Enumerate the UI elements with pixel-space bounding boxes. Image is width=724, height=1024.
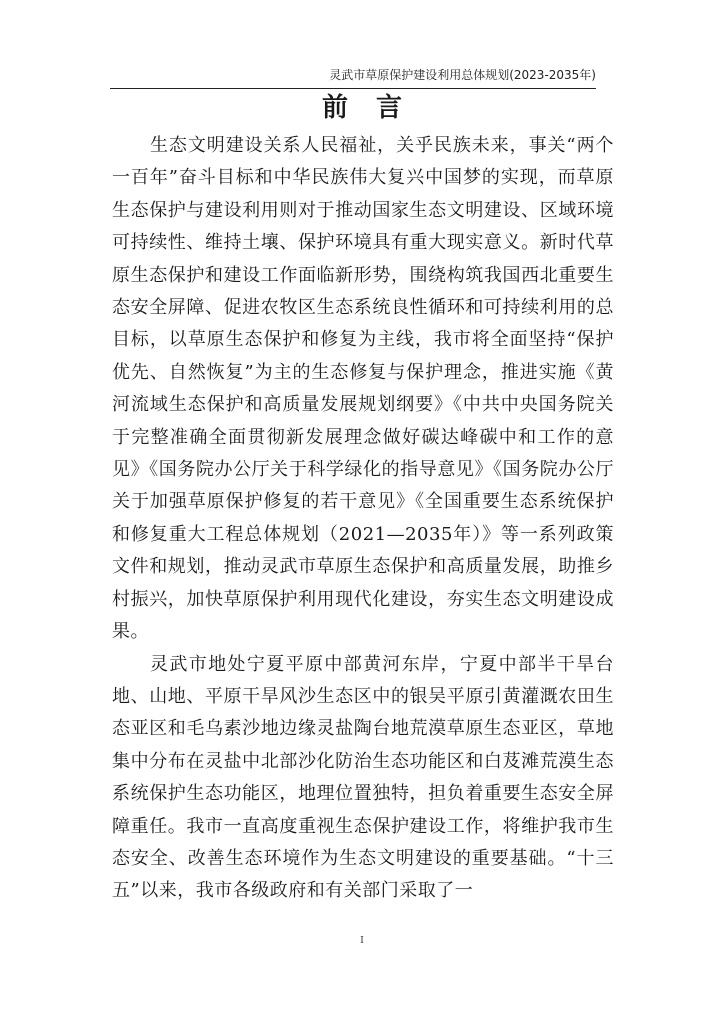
page-number: I — [360, 936, 364, 946]
running-header-title: 灵武市草原保护建设利用总体规划(2023-2035年) — [329, 68, 596, 82]
running-header — [110, 66, 596, 89]
paragraph-intro: 生态文明建设关系人民福祉，关乎民族未来，事关“两个一百年”奋斗目标和中华民族伟大复兴中国梦的实现，而草原生态保护与建设利用则对于推动国家生态文明建设、区域环境可持续性、维持土壤、保护环境具有重大现实意义。新时代草原生态保护和建设工作面临新形势，围绕构筑我国西北重要生态安全屏障、促进农牧区生态系统良性循环和可持续利用的总目标，以草原生态保护和修复为主线，我市将全面坚持“保护优先、自然恢复”为主的生态修复与保护理念，推进实施《黄河流域生态保护和高质量发展规划纲要》《中共中央国务院关于完整准确全面贯彻新发展理念做好碳达峰碳中和工作的意见》《国务院办公厅关于科学绿化的指导意见》《国务院办公厅关于加强草原保护修复的若干意见》《全国重要生态系统保护和修复重大工程总体规划（2021—2035年）》等一系列政策文件和规划，推动灵武市草原生态保护和高质量发展，助推乡村振兴，加快草原保护利用现代化建设，夯实生态文明建设成果。 — [112, 135, 614, 643]
body-text — [112, 130, 614, 908]
page-title: 前言 — [321, 93, 430, 123]
paragraph-location: 灵武市地处宁夏平原中部黄河东岸，宁夏中部半干旱台地、山地、平原干旱风沙生态区中的银吴平原引黄灌溉农田生态亚区和毛乌素沙地边缘灵盐陶台地荒漠草原生态亚区，草地集中分布在灵盐中北部沙化防治生态功能区和白芨滩荒漠生态系统保护生态功能区，地理位置独特，担负着重要生态安全屏障重任。我市一直高度重视生态保护建设工作，将维护我市生态安全、改善生态环境作为生态文明建设的重要基础。“十三五”以来，我市各级政府和有关部门采取了一 — [112, 653, 614, 902]
